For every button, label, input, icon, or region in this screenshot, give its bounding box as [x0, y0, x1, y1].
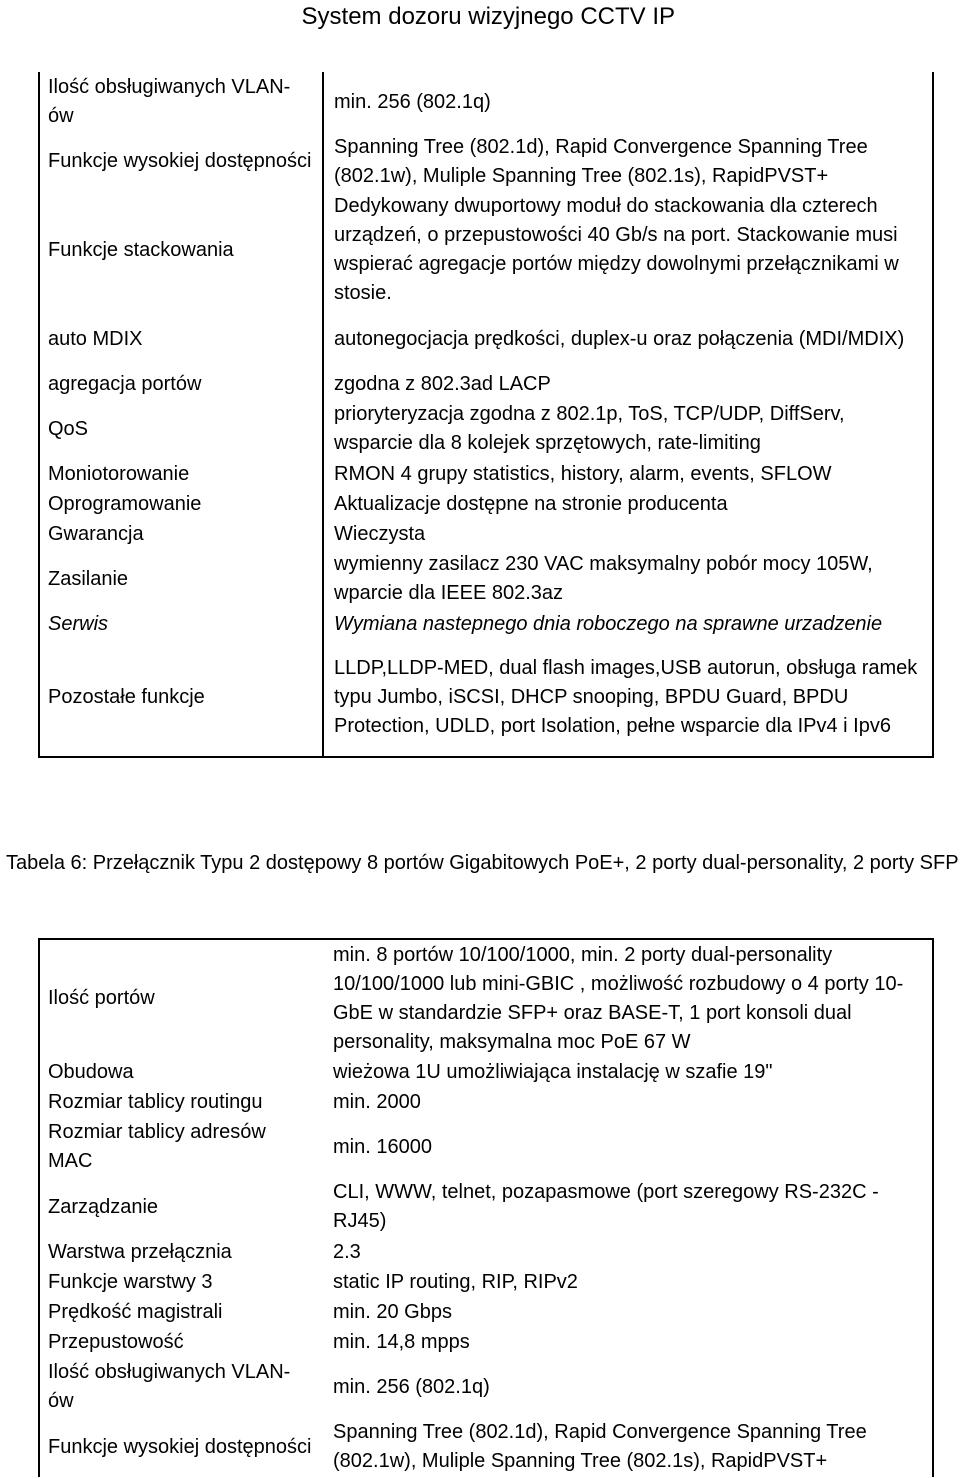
row-label: Rozmiar tablicy adresów MAC [48, 1121, 266, 1172]
row-value: Wymiana nastepnego dnia roboczego na sprawne urzadzenie [334, 612, 883, 635]
table-row [39, 191, 933, 309]
table-row [39, 1357, 933, 1417]
table-row [39, 459, 933, 489]
table-row [39, 939, 933, 1057]
row-label: Pozostałe funkcje [39, 639, 323, 757]
row-value: prioryteryzacja zgodna z 802.1p, ToS, TCP/UDP, DiffServ, wsparcie dla 8 kolejek sprzętowych, rate-limiting [334, 403, 845, 454]
row-value: min. 2000 [333, 1090, 421, 1113]
table-row [39, 1087, 933, 1117]
spec-table-continued [38, 72, 934, 758]
row-value: wieżowa 1U umożliwiająca instalację w szafie 19" [333, 1060, 773, 1083]
table-row [39, 1417, 933, 1477]
row-label: Funkcje wysokiej dostępności [48, 1435, 312, 1458]
spec-table-switch-type-2 [38, 938, 934, 1477]
row-value: Wieczysta [334, 522, 426, 545]
table-row [39, 639, 933, 757]
row-value: min. 8 portów 10/100/1000, min. 2 porty dual-personality 10/100/1000 lub mini-GBIC , możliwość rozbudowy o 4 porty 10-GbE w standardzie SFP+ oraz BASE-T, 1 port konsoli dual personality, maksymalna moc PoE 67 W [333, 943, 904, 1053]
table-row [39, 609, 933, 639]
table-row [39, 489, 933, 519]
row-label: Moniotorowanie [39, 459, 323, 489]
row-value: min. 20 Gbps [333, 1300, 452, 1323]
row-label: Gwarancja [39, 519, 323, 549]
row-label: Prędkość magistrali [48, 1300, 223, 1323]
row-value: RMON 4 grupy statistics, history, alarm, events, SFLOW [334, 462, 832, 485]
table-row [39, 519, 933, 549]
row-value: min. 14,8 mpps [333, 1330, 470, 1353]
row-label: Serwis [39, 609, 323, 639]
row-value: wymienny zasilacz 230 VAC maksymalny pobór mocy 105W, wparcie dla IEEE 802.3az [334, 553, 873, 604]
row-label: QoS [39, 399, 323, 459]
row-label: Warstwa przełącznia [48, 1240, 232, 1263]
table-row [39, 549, 933, 609]
table-row [39, 132, 933, 191]
row-value: 2.3 [333, 1240, 361, 1263]
row-label: Przepustowość [48, 1330, 184, 1353]
row-value: autonegocjacja prędkości, duplex-u oraz połączenia (MDI/MDIX) [334, 327, 905, 350]
row-label: Zarządzanie [48, 1195, 159, 1218]
table-caption: Tabela 6: Przełącznik Typu 2 dostępowy 8 portów Gigabitowych PoE+, 2 porty dual-personality, 2 porty SFP [6, 852, 959, 874]
row-value: min. 256 (802.1q) [334, 90, 491, 113]
table-row [39, 1237, 933, 1267]
row-label: Zasilanie [39, 549, 323, 609]
row-label: Ilość obsługiwanych VLAN-ów [48, 1361, 291, 1412]
row-value: Spanning Tree (802.1d), Rapid Convergence Spanning Tree (802.1w), Muliple Spanning Tree (802.1s), RapidPVST+ [333, 1421, 867, 1472]
page-header-title: System dozoru wizyjnego CCTV IP [301, 3, 675, 30]
row-value: CLI, WWW, telnet, pozapasmowe (port szeregowy RS-232C - RJ45) [333, 1181, 879, 1232]
table-row [39, 1327, 933, 1357]
row-label: Funkcje wysokiej dostępności [39, 132, 323, 191]
row-label: Funkcje stackowania [39, 191, 323, 309]
row-value: Aktualizacje dostępne na stronie producenta [334, 492, 728, 515]
table-row [39, 1267, 933, 1297]
row-label: Obudowa [48, 1060, 134, 1083]
row-value: min. 16000 [333, 1135, 432, 1158]
row-value: static IP routing, RIP, RIPv2 [333, 1270, 578, 1293]
row-value: Spanning Tree (802.1d), Rapid Convergence Spanning Tree (802.1w), Muliple Spanning Tree (802.1s), RapidPVST+ [334, 135, 868, 187]
row-label: Rozmiar tablicy routingu [48, 1090, 263, 1113]
table-row [39, 1177, 933, 1237]
row-label: Oprogramowanie [39, 489, 323, 519]
table-row [39, 1297, 933, 1327]
row-label: agregacja portów [39, 369, 323, 399]
table-row [39, 1057, 933, 1087]
row-label: auto MDIX [39, 309, 323, 369]
table-row [39, 309, 933, 369]
table-row [39, 399, 933, 459]
table-row [39, 369, 933, 399]
row-value: LLDP,LLDP-MED, dual flash images,USB autorun, obsługa ramek typu Jumbo, iSCSI, DHCP snooping, BPDU Guard, BPDU Protection, UDLD, port Isolation, pełne wsparcie dla IPv4 i Ipv6 [334, 657, 918, 737]
row-label: Ilość portów [48, 987, 155, 1009]
row-label: Ilość obsługiwanych VLAN-ów [39, 72, 323, 132]
row-value: min. 256 (802.1q) [333, 1375, 490, 1398]
row-value: Dedykowany dwuportowy moduł do stackowania dla czterech urządzeń, o przepustowości 40 Gb/s na port. Stackowanie musi wspierać agregacje portów między dowolnymi przełącznikami w stosie. [334, 195, 899, 304]
table-row [39, 1117, 933, 1177]
row-label: Funkcje warstwy 3 [48, 1270, 213, 1293]
row-value: zgodna z 802.3ad LACP [334, 372, 551, 395]
table-row [39, 72, 933, 132]
